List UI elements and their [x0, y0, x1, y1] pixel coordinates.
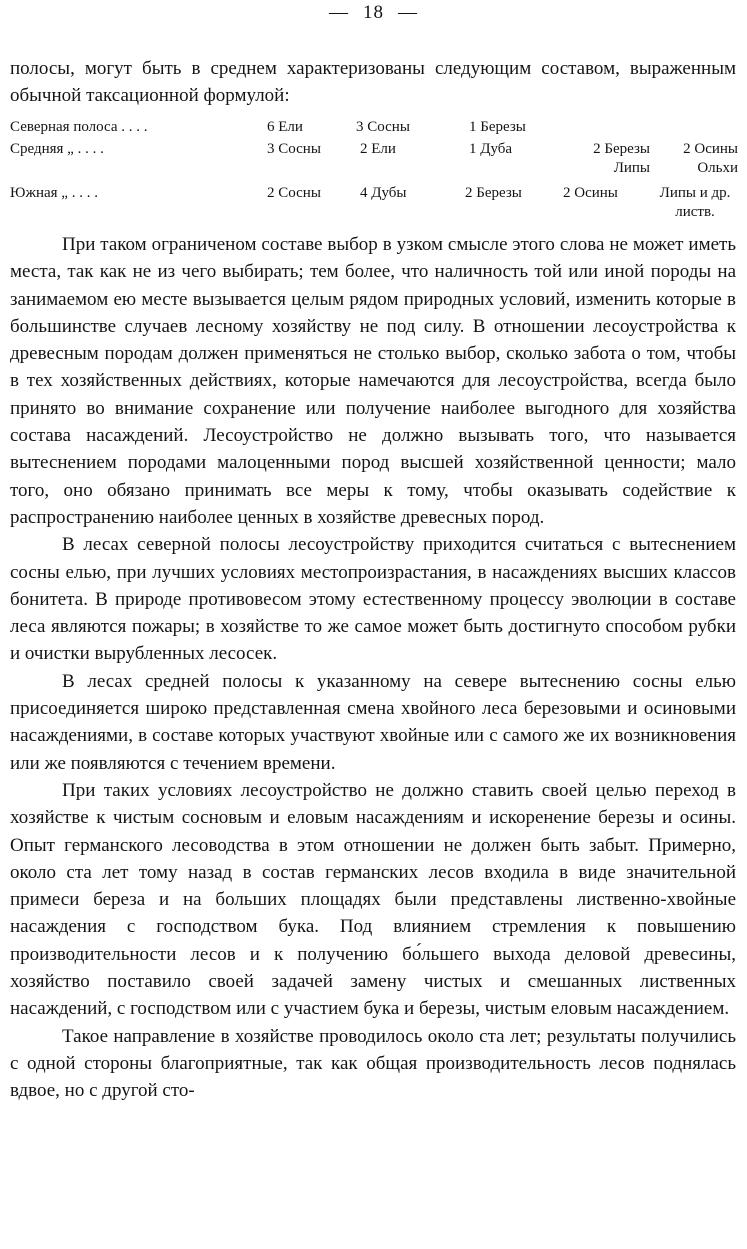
formula-region: Южная „ . . . . [10, 185, 98, 201]
paragraph: В лесах северной полосы лесоустройству приходится считаться с вытеснением сосны елью, при лучших условиях местопроизрастания, в насаждениях высших классов бонитета. В природе противовесом этому естественному процессу эволюции в составе леса являются пожары; в хозяйстве то же самое может быть достигнуто способом рубки и очистки вырубленных лесосек. [10, 534, 736, 665]
formula-component: 2 Ели [360, 141, 396, 157]
formula-component: Липы и др. листв. [659, 185, 731, 220]
formula-region: Средняя „ . . . . [10, 141, 104, 157]
formula-row-south [10, 184, 740, 222]
formula-component: 4 Дубы [360, 185, 407, 201]
paragraph: При таком ограниченом составе выбор в узком смысле этого слова не может иметь места, так как не из чего выбирать; тем более, что наличность той или иной породы на занимаемом ею месте вызывается целым рядом природных условий, изменить которые в большинстве случаев лесному хозяйству не под силу. В отношении лесоустройства к древесным породам должен применяться не столько выбор, сколько забота о том, чтобы в тех хозяйственных действиях, которые намечаются для лесоустройства, всегда было принято во внимание сохранение или получение наиболее выгодного для хозяйства состава насаждений. Лесоустройство не должно вызывать того, что называется вытеснением породами малоценными пород высшей хозяйственной ценности; мало того, оно обязано принимать все меры к тому, чтобы оказывать содействие к распространению наиболее ценных в хозяйстве древесных пород. [10, 234, 736, 528]
formula-component: 2 Сосны [267, 185, 321, 201]
taxation-formula-table [10, 118, 740, 228]
page-number-dash-left: — [329, 2, 349, 23]
intro-paragraph: полосы, могут быть в среднем характеризованы следующим составом, выраженным обычной таксационной формулой: [10, 58, 736, 106]
formula-component: 2 Осины Ольхи [683, 141, 738, 176]
formula-component: 6 Ели [267, 119, 303, 135]
body-text [10, 231, 736, 1105]
formula-component: 2 Березы Липы [593, 141, 650, 176]
formula-component: 1 Дуба [469, 141, 513, 157]
formula-component: 1 Березы [469, 119, 526, 135]
formula-region: Северная полоса . . . . [10, 119, 148, 135]
page-number-value: 18 [363, 2, 384, 23]
page-number-dash-right: — [398, 2, 418, 23]
paragraph: При таких условиях лесоустройство не должно ставить своей целью переход в хозяйстве к чистым сосновым и еловым насаждениям и искоренение березы и осины. Опыт германского лесоводства в этом отношении не должен быть забыт. Примерно, около ста лет тому назад в состав германских лесов входила в виде значительной примеси береза и на больших площадях были представлены лиственно-хвойные насаждения с господством бука. Под влиянием стремления к повышению производительности лесов и к получению бо́льшего выхода деловой древесины, хозяйство поставило своей задачей замену чистых и смешанных лиственных насаждений, с господством или с участием бука и березы, чистым еловым насаждением. [10, 779, 736, 1020]
paragraph: Такое направление в хозяйстве проводилось около ста лет; результаты получились с одной стороны благоприятные, так как общая производительность лесов поднялась вдвое, но с другой сто- [10, 1025, 736, 1102]
formula-row-middle [10, 140, 740, 178]
formula-component: 2 Осины [563, 185, 618, 201]
page-number [0, 2, 747, 24]
formula-component: 3 Сосны [267, 141, 321, 157]
formula-component: 2 Березы [465, 185, 522, 201]
paragraph: В лесах средней полосы к указанному на севере вытеснению сосны елью присоединяется широко представленная смена хвойного леса березовыми и осиновыми насаждениями, в составе которых участвуют хвойные или с самого же их возникновения или же появляются с течением времени. [10, 670, 736, 774]
formula-component: 3 Сосны [356, 119, 410, 135]
